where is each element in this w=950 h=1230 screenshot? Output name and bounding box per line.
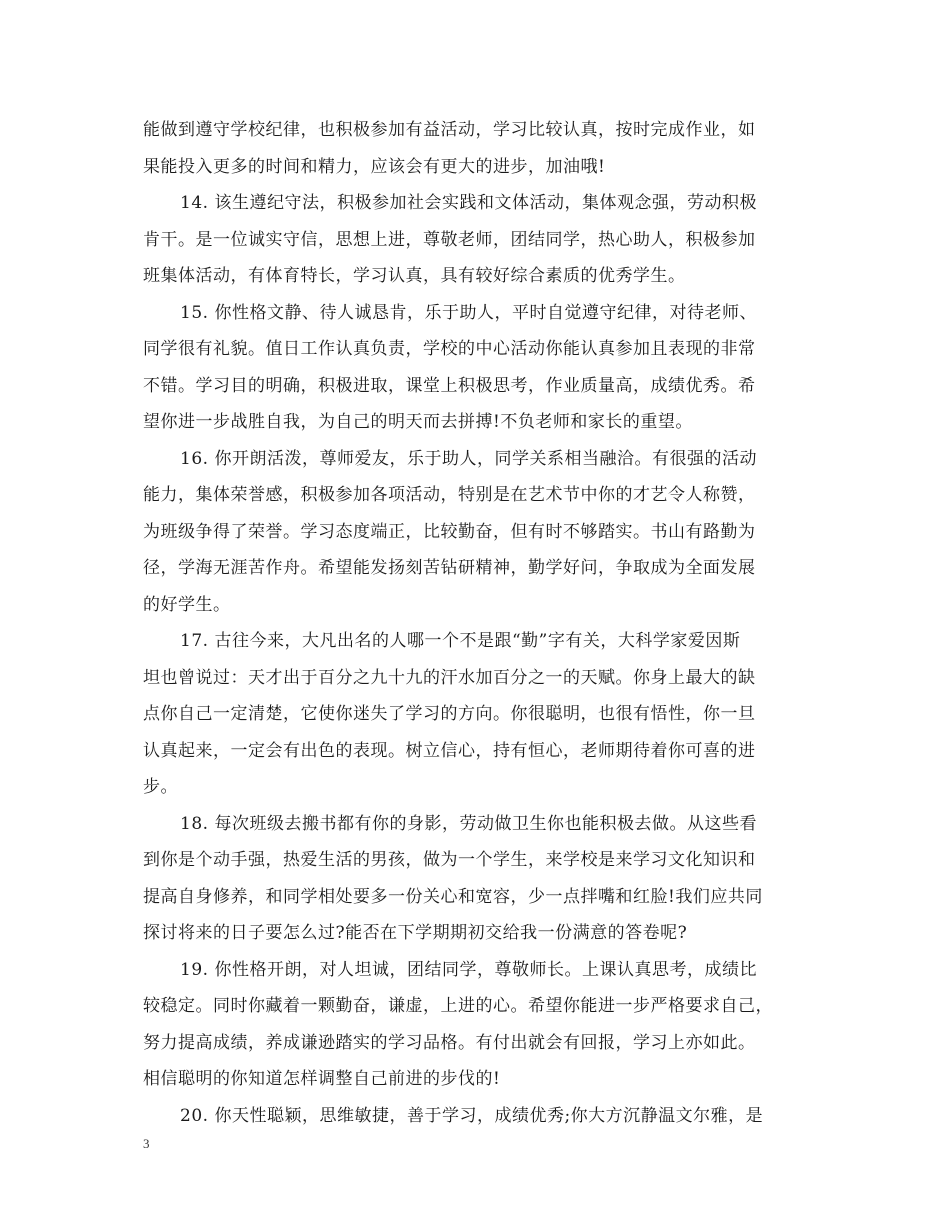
text-line: 16. 你开朗活泼，尊师爱友，乐于助人，同学关系相当融洽。有很强的活动 — [180, 449, 757, 469]
text-line: 15. 你性格文静、待人诚恳肯，乐于助人，平时自觉遵守纪律，对待老师、 — [180, 303, 757, 323]
text-line: 果能投入更多的时间和精力，应该会有更大的进步，加油哦! — [143, 157, 606, 177]
text-line: 20. 你天性聪颖，思维敏捷，善于学习，成绩优秀;你大方沉静温文尔雅，是 — [180, 1106, 764, 1126]
text-line: 提高自身修养，和同学相处要多一份关心和宽容，少一点拌嘴和红脸!我们应共同 — [143, 887, 763, 907]
text-line: 步。 — [143, 777, 178, 797]
text-line: 到你是个动手强，热爱生活的男孩，做为一个学生，来学校是来学习文化知识和 — [143, 850, 756, 870]
text-line: 同学很有礼貌。值日工作认真负责，学校的中心活动你能认真参加且表现的非常 — [143, 339, 756, 359]
text-line: 能做到遵守学校纪律，也积极参加有益活动，学习比较认真，按时完成作业，如 — [143, 120, 756, 140]
text-line: 17. 古往今来，大凡出名的人哪一个不是跟“勤”字有关，大科学家爱因斯 — [180, 631, 741, 651]
text-line: 望你进一步战胜自我，为自己的明天而去拼搏!不负老师和家长的重望。 — [143, 412, 693, 432]
page-number: 3 — [143, 1136, 150, 1151]
text-line: 径，学海无涯苦作舟。希望能发扬刻苦钻研精神，勤学好问，争取成为全面发展 — [143, 558, 756, 578]
text-line: 相信聪明的你知道怎样调整自己前进的步伐的! — [143, 1069, 501, 1089]
text-line: 的好学生。 — [143, 595, 231, 615]
text-line: 18. 每次班级去搬书都有你的身影，劳动做卫生你也能积极去做。从这些看 — [180, 814, 757, 834]
text-line: 努力提高成绩，养成谦逊踏实的学习品格。有付出就会有回报，学习上亦如此。 — [143, 1033, 756, 1053]
text-line: 为班级争得了荣誉。学习态度端正，比较勤奋，但有时不够踏实。书山有路勤为 — [143, 522, 756, 542]
text-line: 19. 你性格开朗，对人坦诚，团结同学，尊敬师长。上课认真思考，成绩比 — [180, 960, 757, 980]
text-line: 认真起来，一定会有出色的表现。树立信心，持有恒心，老师期待着你可喜的进 — [143, 741, 756, 761]
text-line: 不错。学习目的明确，积极进取，课堂上积极思考，作业质量高，成绩优秀。希 — [143, 376, 756, 396]
text-line: 肯干。是一位诚实守信，思想上进，尊敬老师，团结同学，热心助人，积极参加 — [143, 230, 756, 250]
text-line: 14. 该生遵纪守法，积极参加社会实践和文体活动，集体观念强，劳动积极 — [180, 193, 757, 213]
text-line: 能力，集体荣誉感，积极参加各项活动，特别是在艺术节中你的才艺令人称赞， — [143, 485, 756, 505]
text-line: 班集体活动，有体育特长，学习认真，具有较好综合素质的优秀学生。 — [143, 266, 686, 286]
text-line: 较稳定。同时你藏着一颗勤奋，谦虚，上进的心。希望你能进一步严格要求自己， — [143, 996, 773, 1016]
text-line: 点你自己一定清楚，它使你迷失了学习的方向。你很聪明，也很有悟性，你一旦 — [143, 704, 756, 724]
text-line: 坦也曾说过：天才出于百分之九十九的汗水加百分之一的天赋。你身上最大的缺 — [143, 668, 756, 688]
text-line: 探讨将来的日子要怎么过?能否在下学期期初交给我一份满意的答卷呢? — [143, 923, 688, 943]
